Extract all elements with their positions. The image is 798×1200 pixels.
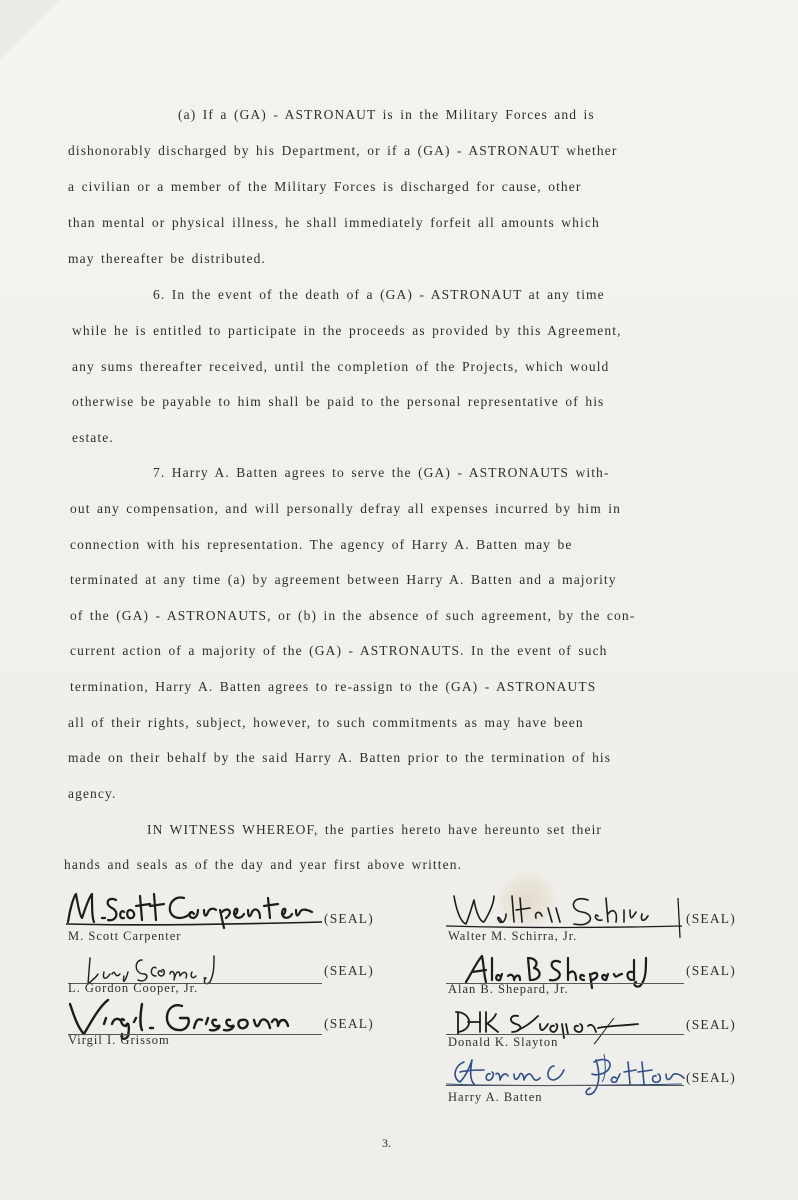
text-line: otherwise be payable to him shall be paid to the personal representative of his	[72, 394, 605, 409]
seal-label: (SEAL)	[324, 963, 374, 978]
text-line: terminated at any time (a) by agreement between Harry A. Batten and a majority	[70, 572, 617, 587]
text-line: hands and seals as of the day and year first above written.	[64, 857, 463, 872]
printed-name: M. Scott Carpenter	[68, 929, 182, 943]
dog-ear-corner	[0, 0, 60, 60]
text-line: agency.	[68, 786, 117, 801]
text-line: may thereafter be distributed.	[68, 251, 266, 266]
seal-label: (SEAL)	[324, 1016, 374, 1031]
printed-name: Virgil I. Grissom	[68, 1033, 170, 1047]
printed-name: L. Gordon Cooper, Jr.	[68, 981, 199, 995]
seal-label: (SEAL)	[686, 911, 736, 926]
signature-carpenter	[64, 888, 326, 928]
text-line: any sums thereafter received, until the completion of the Projects, which would	[72, 359, 610, 374]
seal-label: (SEAL)	[686, 1070, 736, 1085]
text-line: (a) If a (GA) - ASTRONAUT is in the Military Forces and is	[178, 107, 595, 122]
text-line: 6. In the event of the death of a (GA) - ASTRONAUT at any time	[153, 287, 605, 302]
printed-name: Harry A. Batten	[448, 1090, 543, 1104]
printed-name: Donald K. Slayton	[448, 1035, 559, 1049]
text-line: connection with his representation. The agency of Harry A. Batten may be	[70, 537, 573, 552]
text-line: than mental or physical illness, he shall immediately forfeit all amounts which	[68, 215, 600, 230]
seal-label: (SEAL)	[686, 963, 736, 978]
seal-label: (SEAL)	[324, 911, 374, 926]
printed-name: Walter M. Schirra, Jr.	[448, 929, 578, 943]
text-line: while he is entitled to participate in the proceeds as provided by this Agreement,	[72, 323, 622, 338]
text-line: current action of a majority of the (GA) - ASTRONAUTS. In the event of such	[70, 643, 608, 658]
text-line: IN WITNESS WHEREOF, the parties hereto have hereunto set their	[147, 822, 603, 837]
seal-label: (SEAL)	[686, 1017, 736, 1032]
text-line: of the (GA) - ASTRONAUTS, or (b) in the absence of such agreement, by the con-	[70, 608, 636, 623]
text-line: made on their behalf by the said Harry A. Batten prior to the termination of his	[68, 750, 612, 765]
text-line: estate.	[72, 430, 114, 445]
text-line: out any compensation, and will personally defray all expenses incurred by him in	[70, 501, 622, 516]
text-line: a civilian or a member of the Military Forces is discharged for cause, other	[68, 179, 582, 194]
text-line: all of their rights, subject, however, to such commitments as may have been	[68, 715, 584, 730]
printed-name: Alan B. Shepard, Jr.	[448, 982, 569, 996]
signature-line	[446, 1085, 684, 1086]
text-line: 7. Harry A. Batten agrees to serve the (GA) - ASTRONAUTS with-	[153, 465, 610, 480]
text-line: dishonorably discharged by his Department, or if a (GA) - ASTRONAUT whether	[68, 143, 618, 158]
page-number: 3.	[382, 1136, 391, 1150]
text-line: termination, Harry A. Batten agrees to re-assign to the (GA) - ASTRONAUTS	[70, 679, 597, 694]
